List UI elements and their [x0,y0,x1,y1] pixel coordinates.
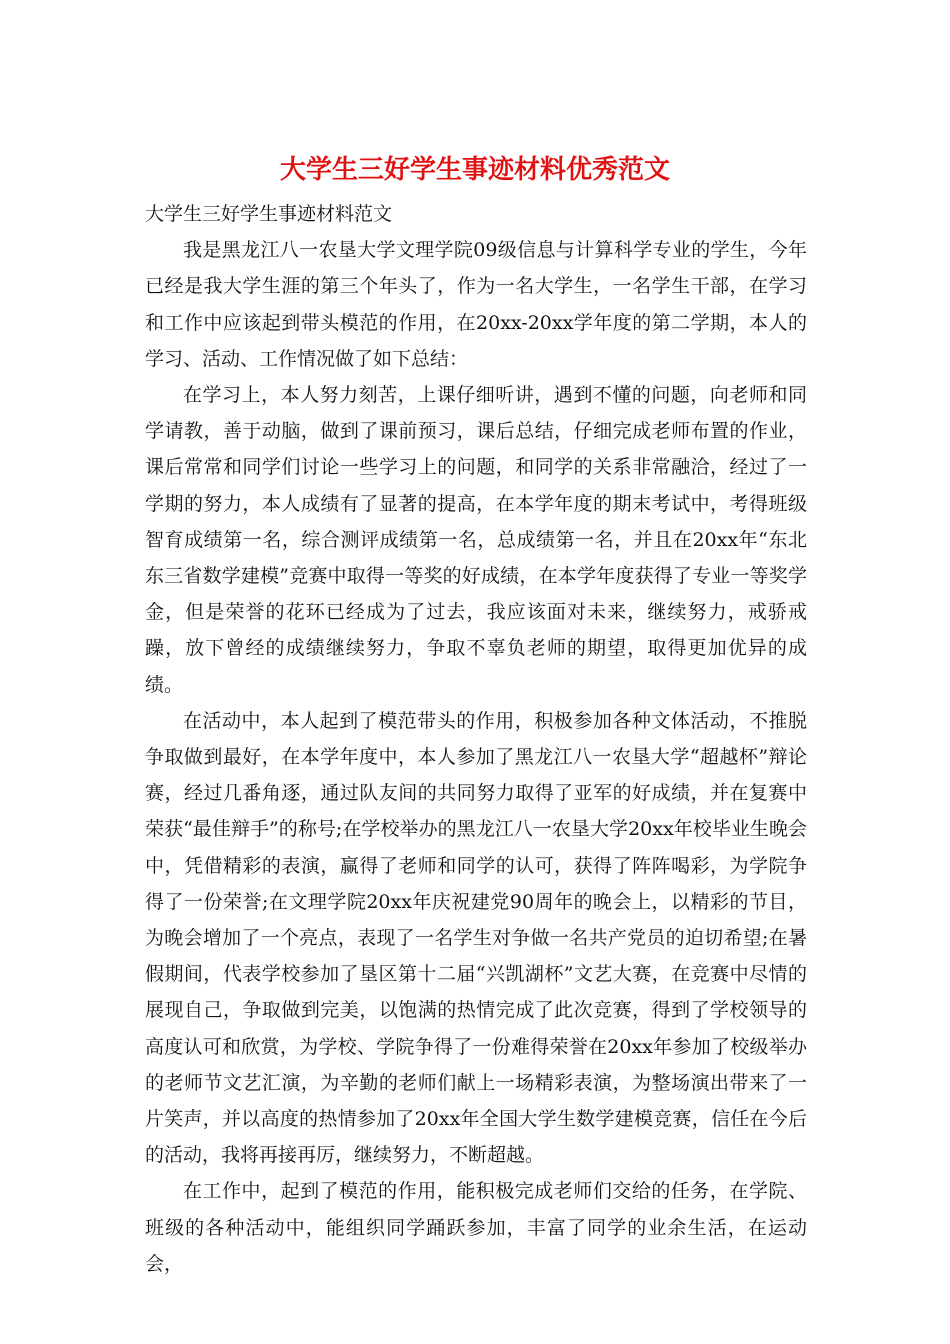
paragraph: 我是黑龙江八一农垦大学文理学院09级信息与计算科学专业的学生，今年已经是我大学生涯的第三个年头了，作为一名大学生，一名学生干部，在学习和工作中应该起到带头模范的作用，在20xx-20xx学年度的第二学期，本人的学习、活动、工作情况做了如下总结： [145,239,807,370]
paragraph: 在活动中，本人起到了模范带头的作用，积极参加各种文体活动，不推脱争取做到最好，在本学年度中，本人参加了黑龙江八一农垦大学“超越杯”辩论赛，经过几番角逐，通过队友间的共同努力取得了亚军的好成绩，并在复赛中荣获“最佳辩手”的称号;在学校举办的黑龙江八一农垦大学20xx年校毕业生晚会中，凭借精彩的表演，赢得了老师和同学的认可，获得了阵阵喝彩，为学院争得了一份荣誉;在文理学院20xx年庆祝建党90周年的晚会上，以精彩的节目，为晚会增加了一个亮点，表现了一名学生对争做一名共产党员的迫切希望;在暑假期间，代表学校参加了垦区第十二届“兴凯湖杯”文艺大赛，在竞赛中尽情的展现自己，争取做到完美，以饱满的热情完成了此次竞赛，得到了学校领导的高度认可和欣赏，为学校、学院争得了一份难得荣誉在20xx年参加了校级举办的老师节文艺汇演，为辛勤的老师们献上一场精彩表演，为整场演出带来了一片笑声，并以高度的热情参加了20xx年全国大学生数学建模竞赛，信任在今后的活动，我将再接再厉，继续努力，不断超越。 [145,709,807,1167]
paragraph: 在工作中，起到了模范的作用，能积极完成老师们交给的任务，在学院、班级的各种活动中，能组织同学踊跃参加，丰富了同学的业余生活，在运动会， [145,1180,807,1275]
document-subtitle: 大学生三好学生事迹材料范文 [145,203,393,225]
document-body [145,196,807,1282]
paragraph: 在学习上，本人努力刻苦，上课仔细听讲，遇到不懂的问题，向老师和同学请教，善于动脑，做到了课前预习，课后总结，仔细完成老师布置的作业，课后常常和同学们讨论一些学习上的问题，和同学的关系非常融洽，经过了一学期的努力，本人成绩有了显著的提高，在本学年度的期末考试中，考得班级智育成绩第一名，综合测评成绩第一名，总成绩第一名，并且在20xx年“东北东三省数学建模”竞赛中取得一等奖的好成绩，在本学年度获得了专业一等奖学金，但是荣誉的花环已经成为了过去，我应该面对未来，继续努力，戒骄戒躁，放下曾经的成绩继续努力，争取不辜负老师的期望，取得更加优异的成绩。 [145,384,807,696]
document-title: 大学生三好学生事迹材料优秀范文 [279,155,670,185]
